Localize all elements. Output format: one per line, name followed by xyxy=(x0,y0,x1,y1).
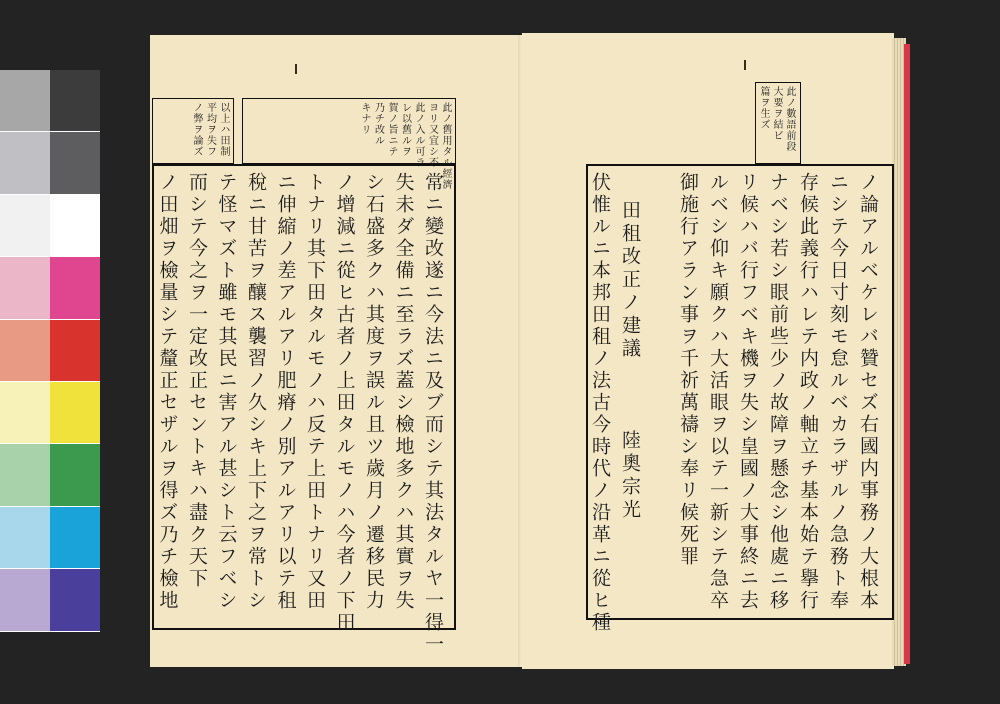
color-calibration-chart xyxy=(0,70,100,632)
color-patch xyxy=(0,569,50,631)
text-column: 存候此義行ハレテ内政ノ軸立チ基本始テ擧行 xyxy=(797,172,819,612)
text-column: ノ田畑ヲ檢量シテ釐正セザルヲ得ズ乃チ檢地 xyxy=(156,172,179,612)
essay-title: 田租改正ノ建議 xyxy=(619,200,641,361)
text-column: トナリ其下田タルモノハ反テ上田トナリ又田 xyxy=(304,172,326,612)
red-cover-edge xyxy=(904,44,910,664)
color-patch xyxy=(50,507,100,569)
text-column: ルベシ仰キ願クハ大活眼ヲ以テ一新シテ急卒 xyxy=(707,172,729,612)
text-column: 常ニ變改遂ニ今法ニ及ブ而シテ其法タルヤ一得一 xyxy=(422,172,444,656)
text-column: シ石盛多クハ其度ヲ誤ル且ツ歲月ノ遷移民力 xyxy=(363,172,385,612)
note-column: 平均ヲ失フ xyxy=(204,102,216,157)
note-column: 乃チ改ル xyxy=(372,102,384,146)
color-patch xyxy=(0,382,50,444)
color-patch xyxy=(0,70,50,132)
text-column: ニシテ今日寸刻モ怠ルベカラザルノ急務ト奉 xyxy=(827,172,849,612)
color-patch xyxy=(50,382,100,444)
color-patch xyxy=(50,569,100,631)
text-column: 失未ダ全備ニ至ラズ蓋シ檢地多クハ其實ヲ失 xyxy=(392,172,415,612)
color-patch xyxy=(0,257,50,319)
text-column: テ怪マズト雖モ其民ニ害アル甚シト云フベシ xyxy=(215,172,238,612)
text-column: リ候ハバ行フベキ機ヲ失シ皇國ノ大事終ニ去 xyxy=(737,172,759,612)
note-column: ノ弊ヲ論ズ xyxy=(191,102,202,157)
color-patch xyxy=(0,195,50,257)
essay-author: 陸奧宗光 xyxy=(619,430,641,522)
text-column: 稅ニ甘苦ヲ釀ス襲習ノ久シキ上下之ヲ常トシ xyxy=(245,172,267,612)
color-patch xyxy=(50,320,100,382)
note-column: レ以舊ルヲ xyxy=(399,102,411,157)
text-column: ノ增減ニ從ヒ古者ノ上田タルモノハ今者ノ下田 xyxy=(333,172,356,634)
color-patch xyxy=(0,444,50,506)
color-patch xyxy=(50,257,100,319)
color-patch xyxy=(0,320,50,382)
note-column: 大要ヲ結ビ xyxy=(771,86,782,141)
color-patch xyxy=(50,444,100,506)
binding-hole-left xyxy=(295,64,297,74)
color-patch xyxy=(50,70,100,132)
color-patch xyxy=(50,132,100,194)
text-column: 而シテ今之ヲ一定改正セントキハ盡ク天下 xyxy=(186,172,208,590)
text-column: ニ伸縮ノ差アルアリ肥瘠ノ別アルアリ以テ租 xyxy=(274,172,297,612)
note-column: キナリ xyxy=(359,102,370,135)
note-column: 此ノ舊用タル經濟 xyxy=(440,102,451,190)
note-column: 賀ノ旨ニテ xyxy=(386,102,397,157)
note-column: ヨリ又宜シ不 xyxy=(426,102,438,168)
binding-hole-right xyxy=(744,60,746,70)
note-column: 以上ハ田制 xyxy=(218,102,229,157)
essay-body-start: 伏惟ルニ本邦田租ノ法古今時代ノ沿革ニ從ヒ種 xyxy=(589,172,611,634)
note-column: 此ノ數語前段 xyxy=(784,86,795,152)
color-patch xyxy=(0,507,50,569)
note-column: 此ノ入ル可ラ xyxy=(413,102,424,168)
color-patch xyxy=(50,195,100,257)
color-patch xyxy=(0,132,50,194)
note-column: 篇ヲ生ズ xyxy=(758,86,769,130)
text-column: 御施行アラン事ヲ千祈萬禱シ奉リ候死罪 xyxy=(677,172,699,568)
text-column: ノ論アルベケレバ贊セズ右國内事務ノ大根本 xyxy=(857,172,879,612)
text-column: ナベシ若シ眼前些少ノ故障ヲ懸念シ他處ニ移 xyxy=(767,172,789,612)
